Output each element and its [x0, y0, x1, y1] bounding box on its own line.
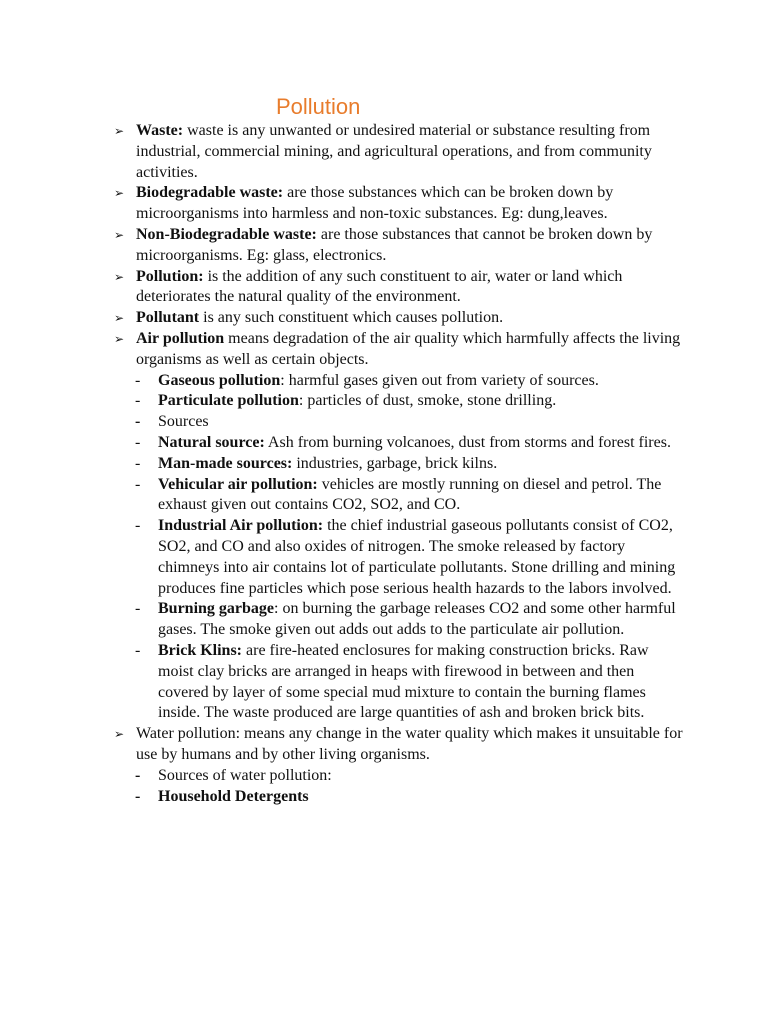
arrow-bullet-icon: ➢	[114, 727, 125, 742]
item-text: the chief industrial gaseous pollutants consist of CO2, SO2, and CO and also oxides of nitrogen. The smoke released by factory chimneys into air contains lot of particulate pollutants. Stone drilling and mining produces fine particles which pose serious health hazards to the labors involved.	[158, 517, 676, 597]
term-label: Non-Biodegradable waste:	[136, 225, 317, 243]
dash-bullet-icon: -	[135, 433, 141, 451]
term-label: Air pollution	[136, 329, 225, 347]
item-text: is the addition of any such constituent to air, water or land which deteriorates the natural quality of the environment.	[136, 267, 623, 306]
term-label: Man-made sources:	[158, 454, 293, 472]
term-label: Household Detergents	[158, 787, 309, 805]
term-label: Gaseous pollution	[158, 371, 281, 389]
list-item	[0, 308, 768, 329]
term-label: Industrial Air pollution:	[158, 517, 324, 535]
sub-list-item	[0, 454, 768, 475]
item-text: Sources	[158, 413, 209, 431]
item-text: are those substances that cannot be broken down by microorganisms. Eg: glass, electronics.	[136, 225, 653, 264]
item-text: Water pollution: means any change in the water quality which makes it unsuitable for use by humans and by other living organisms.	[136, 725, 683, 763]
item-text: Ash from burning volcanoes, dust from storms and forest fires.	[264, 433, 671, 451]
sub-list-item	[0, 599, 768, 641]
item-text: means degradation of the air quality which harmfully affects the living organisms as well as certain objects.	[136, 329, 681, 368]
dash-bullet-icon: -	[135, 475, 141, 493]
list-item	[0, 329, 768, 371]
term-label: Natural source:	[158, 433, 265, 451]
term-label: Biodegradable waste:	[136, 184, 284, 202]
sub-list-item	[0, 433, 768, 454]
arrow-bullet-icon: ➢	[114, 269, 125, 284]
page-title: Pollution	[276, 94, 361, 119]
term-label: Burning garbage	[158, 600, 275, 618]
sub-list-item	[0, 787, 768, 808]
sub-list-item	[0, 475, 768, 517]
dash-bullet-icon: -	[135, 600, 141, 618]
sub-list-item	[0, 516, 768, 599]
sub-list-item	[0, 766, 768, 787]
item-text: vehicles are mostly running on diesel and petrol. The exhaust given out contains CO2, SO2, and CO.	[158, 475, 662, 514]
sub-list-item	[0, 641, 768, 724]
dash-bullet-icon: -	[135, 517, 141, 535]
dash-bullet-icon: -	[135, 787, 141, 805]
arrow-bullet-icon: ➢	[114, 227, 125, 242]
list-item	[0, 121, 768, 183]
term-label: Particulate pollution	[158, 392, 299, 410]
sub-list-item	[0, 391, 768, 412]
dash-bullet-icon: -	[135, 766, 141, 784]
item-text: are fire-heated enclosures for making construction bricks. Raw moist clay bricks are arranged in heaps with firewood in between and then covered by layer of some special mud mixture to contain the burning flames inside. The waste produced are large quantities of ash and broken brick bits.	[158, 641, 649, 722]
item-text: are those substances which can be broken down by microorganisms into harmless and non-toxic substances. Eg: dung,leaves.	[136, 184, 614, 223]
item-text: : harmful gases given out from variety of sources.	[280, 371, 599, 389]
arrow-bullet-icon: ➢	[114, 331, 125, 346]
term-label: Brick Klins:	[158, 641, 243, 659]
sub-list-item	[0, 412, 768, 433]
bullet-list	[0, 121, 768, 807]
term-label: Vehicular air pollution:	[158, 475, 318, 493]
term-label: Waste:	[136, 122, 184, 139]
term-label: Pollution:	[136, 267, 204, 285]
item-text: waste is any unwanted or undesired material or substance resulting from industrial, commercial mining, and agricultural operations, and from community activities.	[136, 122, 652, 181]
item-text: is any such constituent which causes pollution.	[199, 309, 504, 327]
item-text: industries, garbage, brick kilns.	[292, 454, 498, 472]
list-item	[0, 183, 768, 225]
item-text: : on burning the garbage releases CO2 and some other harmful gases. The smoke given out adds out adds to the particulate air pollution.	[158, 600, 676, 639]
arrow-bullet-icon: ➢	[114, 311, 125, 326]
dash-bullet-icon: -	[135, 454, 141, 472]
list-item	[0, 724, 768, 766]
arrow-bullet-icon: ➢	[114, 124, 125, 138]
item-text: : particles of dust, smoke, stone drilling.	[298, 392, 557, 410]
list-item	[0, 267, 768, 309]
arrow-bullet-icon: ➢	[114, 186, 125, 201]
dash-bullet-icon: -	[135, 641, 141, 659]
dash-bullet-icon: -	[135, 413, 141, 431]
sub-list-item	[0, 371, 768, 392]
list-item	[0, 225, 768, 267]
dash-bullet-icon: -	[135, 371, 141, 389]
dash-bullet-icon: -	[135, 392, 141, 410]
item-text: Sources of water pollution:	[158, 766, 332, 784]
term-label: Pollutant	[136, 309, 200, 327]
